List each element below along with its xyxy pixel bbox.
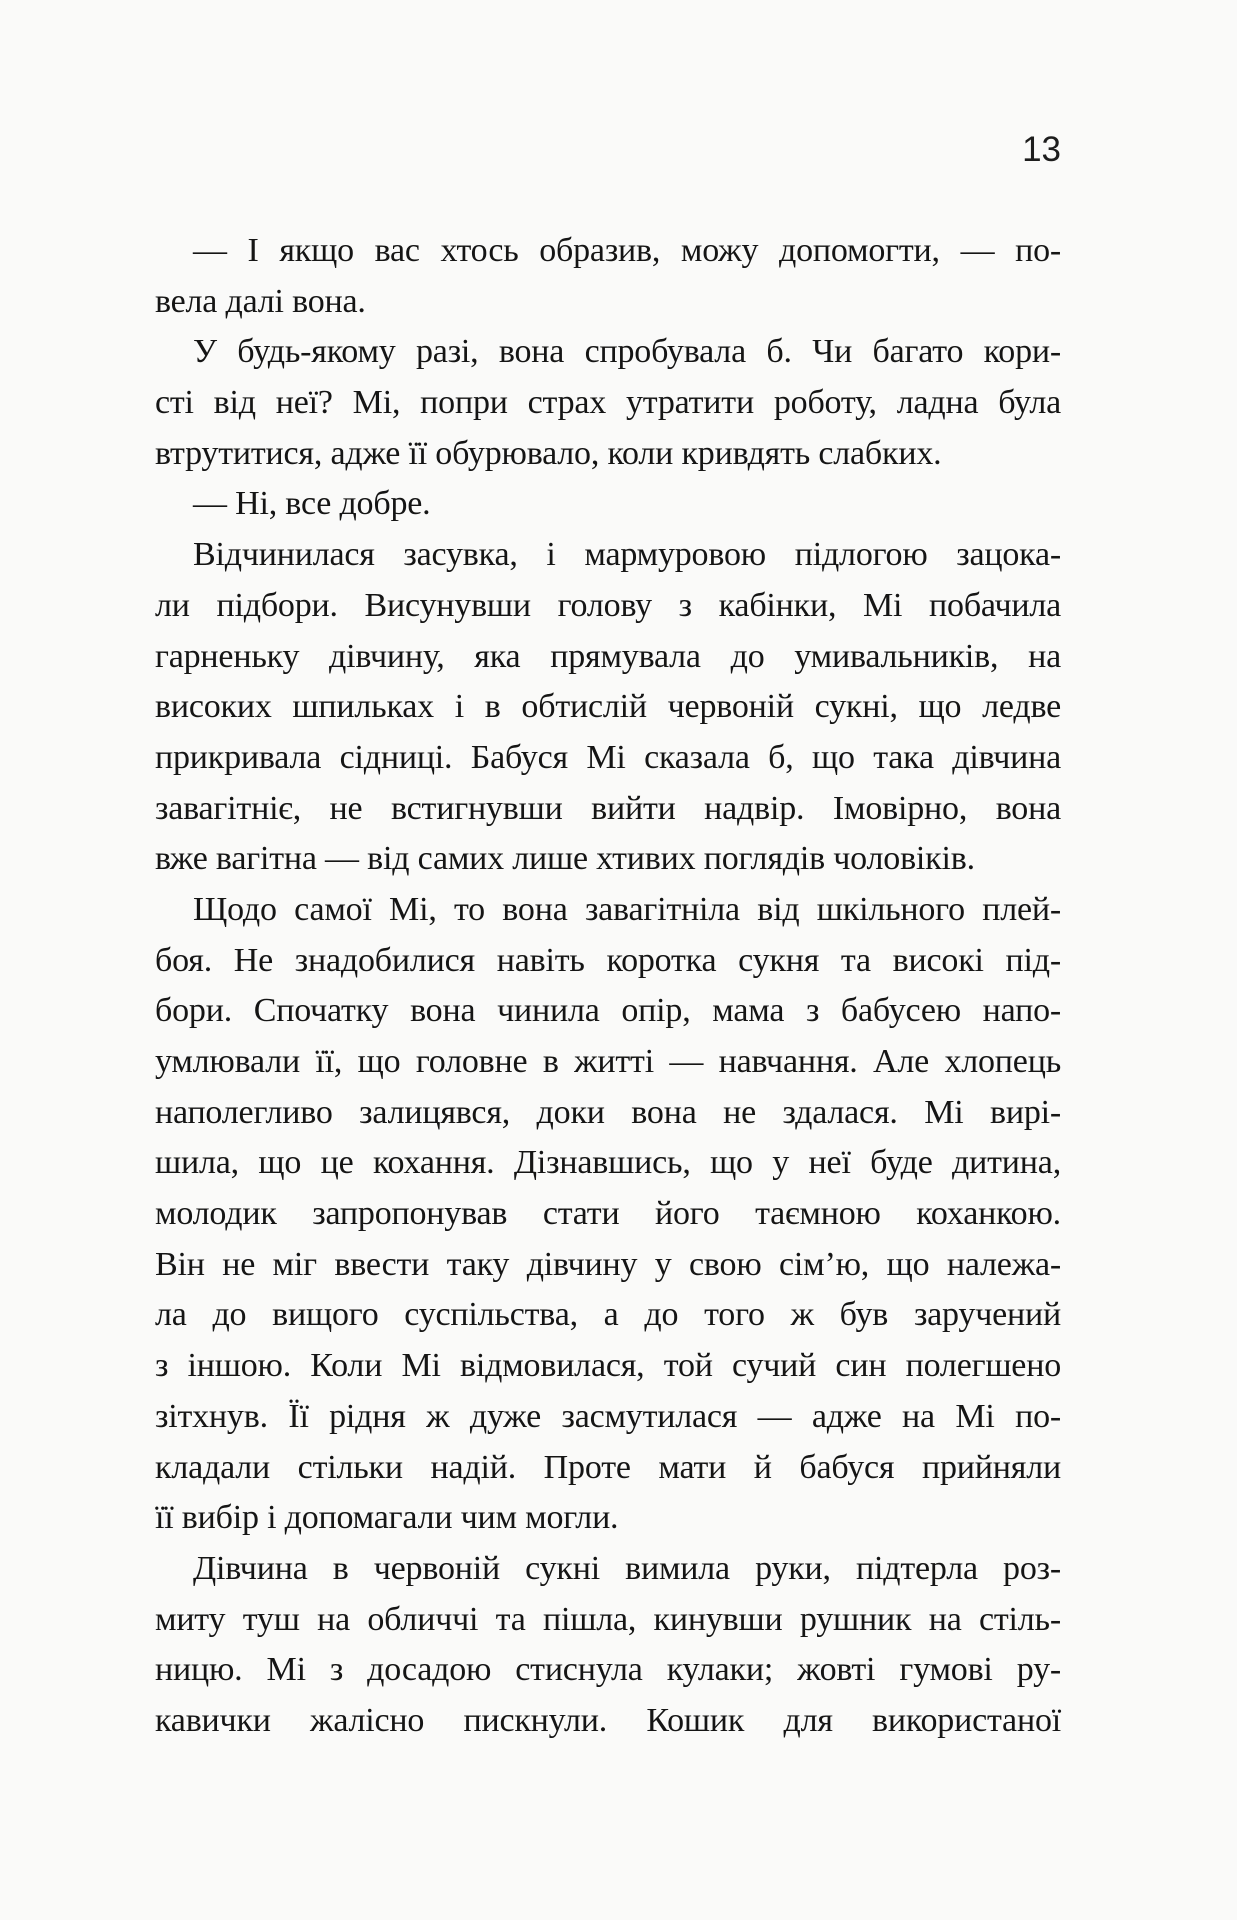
page-text	[155, 226, 1061, 1747]
text-line: шила, що це кохання. Дізнавшись, що у неї буде дитина,	[155, 1144, 1061, 1182]
page-number: 13	[1022, 130, 1061, 169]
text-line: У будь-якому разі, вона спробувала б. Чи багато кори-	[193, 333, 1061, 371]
text-line: кладали стільки надій. Проте мати й бабуся прийняли	[155, 1448, 1061, 1486]
text-line: її вибір і допомагали чим могли.	[155, 1499, 619, 1537]
text-line: завагітніє, не встигнувши вийти надвір. Імовірно, вона	[155, 789, 1061, 827]
text-line: кавички жалісно пискнули. Кошик для використаної	[155, 1701, 1061, 1739]
text-line: — Ні, все добре.	[193, 485, 431, 523]
text-line: Відчинилася засувка, і мармуровою підлогою зацока-	[193, 536, 1061, 574]
text-line: умлювали її, що головне в житті — навчання. Але хлопець	[155, 1043, 1061, 1080]
text-line: високих шпильках і в обтислій червоній сукні, що ледве	[155, 688, 1061, 726]
text-line: втрутитися, адже її обурювало, коли кривдять слабких.	[155, 434, 942, 472]
text-line: миту туш на обличчі та пішла, кинувши рушник на стіль-	[155, 1600, 1061, 1638]
text-line: ли підбори. Висунувши голову з кабінки, Мі побачила	[155, 586, 1061, 624]
text-line: ла до вищого суспільства, а до того ж був заручений	[155, 1296, 1061, 1334]
text-line: Дівчина в червоній сукні вимила руки, підтерла роз-	[193, 1549, 1061, 1587]
text-line: прикривала сідниці. Бабуся Мі сказала б, що така дівчина	[155, 738, 1061, 776]
text-line: боя. Не знадобилися навіть коротка сукня та високі під-	[155, 941, 1061, 979]
text-line: гарненьку дівчину, яка прямувала до умивальників, на	[155, 637, 1061, 675]
text-line: Щодо самої Мі, то вона завагітніла від шкільного плей-	[193, 890, 1061, 928]
text-line: з іншою. Коли Мі відмовилася, той сучий син полегшено	[155, 1347, 1061, 1385]
text-line: молодик запропонував стати його таємною коханкою.	[155, 1195, 1061, 1233]
text-line: бори. Спочатку вона чинила опір, мама з бабусею напо-	[155, 992, 1061, 1030]
text-line: ницю. Мі з досадою стиснула кулаки; жовті гумові ру-	[155, 1651, 1061, 1689]
text-line: Він не міг ввести таку дівчину у свою сім’ю, що належа-	[155, 1245, 1061, 1283]
text-line: зітхнув. Її рідня ж дуже засмутилася — адже на Мі по-	[155, 1397, 1061, 1435]
text-line: вела далі вона.	[155, 282, 366, 320]
text-line: сті від неї? Мі, попри страх утратити роботу, ладна була	[155, 384, 1061, 422]
text-line: наполегливо залицявся, доки вона не здалася. Мі вирі-	[155, 1093, 1061, 1131]
text-line: — І якщо вас хтось образив, можу допомогти, — по-	[193, 232, 1061, 269]
text-line: вже вагітна — від самих лише хтивих поглядів чоловіків.	[155, 840, 975, 878]
